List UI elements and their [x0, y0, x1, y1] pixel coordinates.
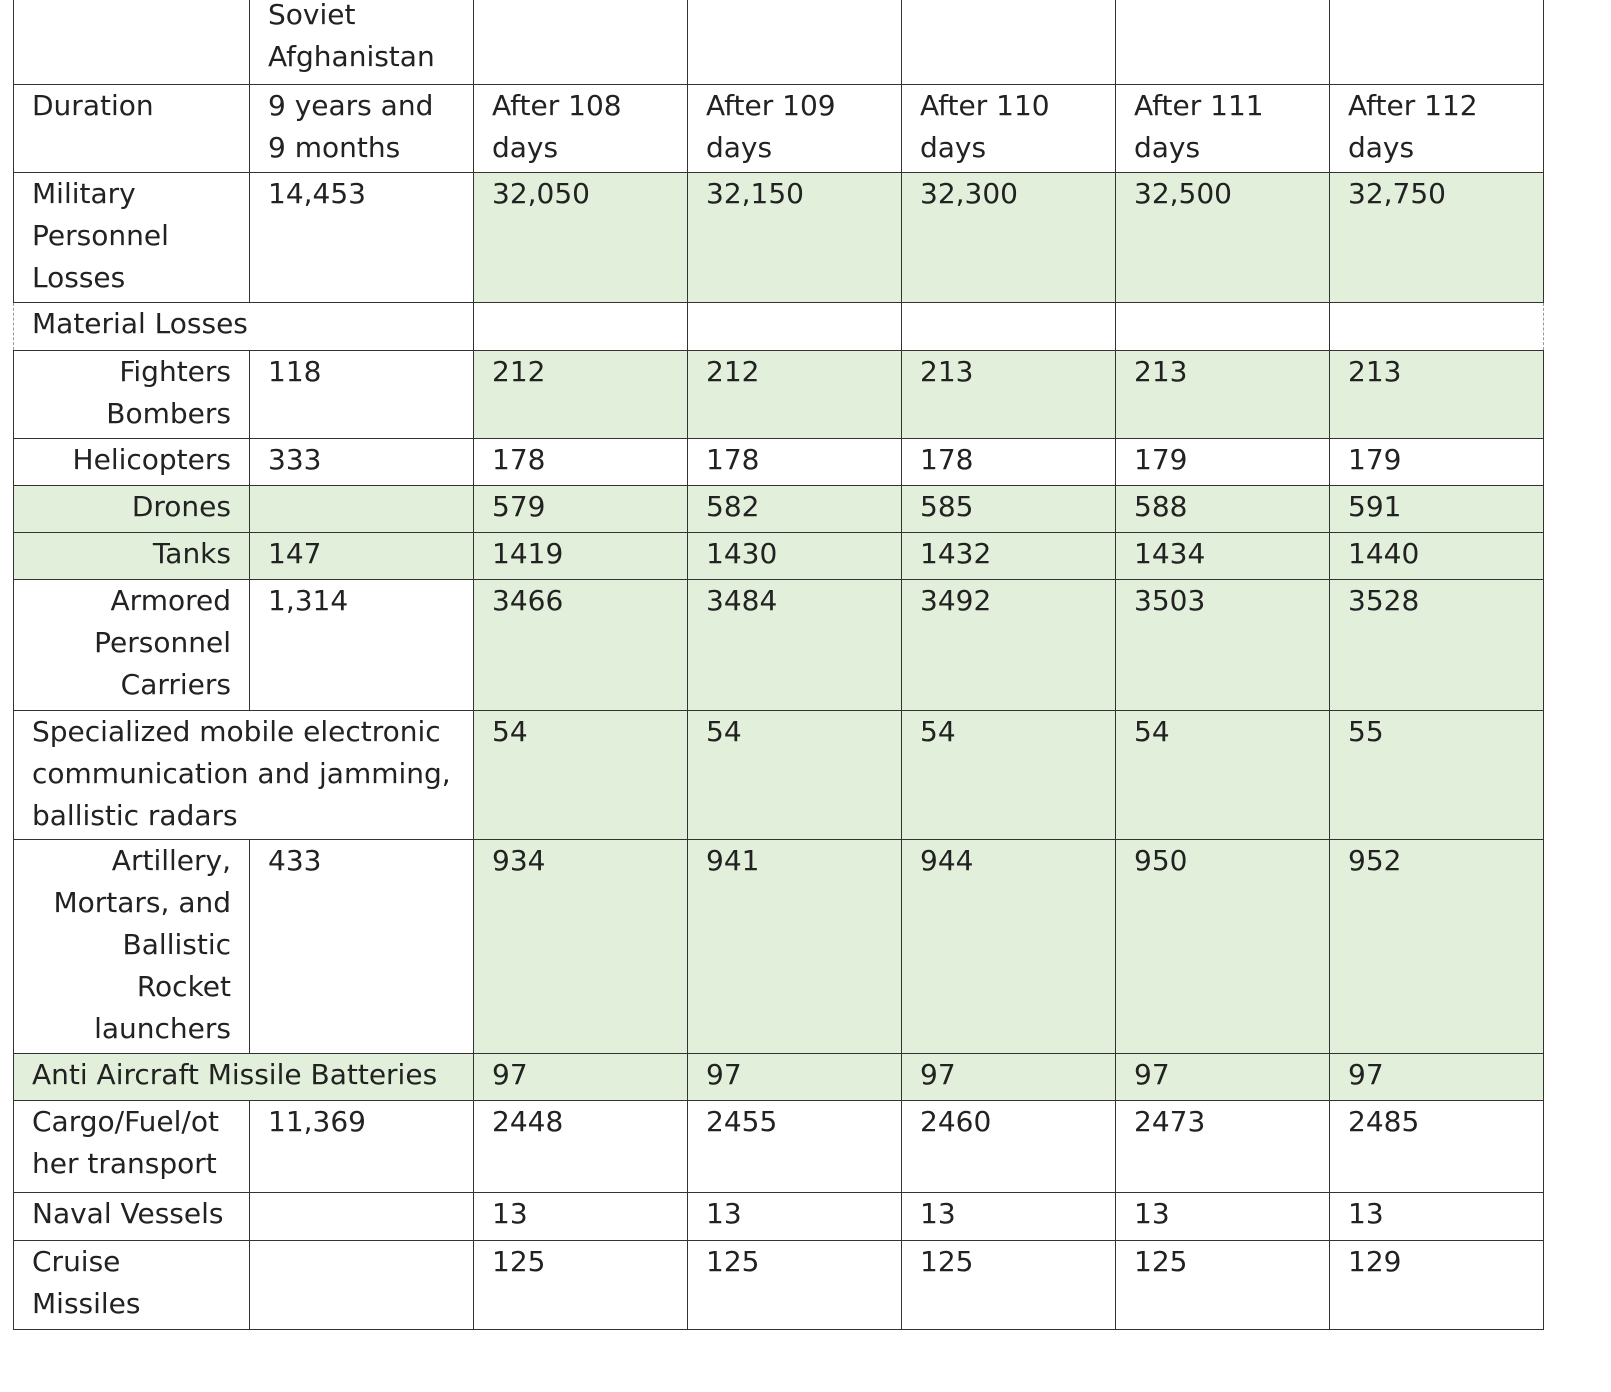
- table-cell: 944: [902, 840, 1116, 1054]
- row-label: Cruise Missiles: [14, 1241, 250, 1330]
- table-row: [14, 1101, 1544, 1193]
- table-cell: 125: [902, 1241, 1116, 1330]
- table-cell: 213: [1330, 351, 1544, 439]
- table-row: [14, 711, 1544, 840]
- row-label: Helicopters: [14, 439, 250, 486]
- table-cell: 591: [1330, 486, 1544, 533]
- table-cell: 54: [1116, 711, 1330, 840]
- table-cell: 1440: [1330, 533, 1544, 580]
- table-cell: 433: [250, 840, 474, 1054]
- table-cell: 97: [902, 1054, 1116, 1101]
- table-cell: 579: [474, 486, 688, 533]
- table-cell: 13: [474, 1193, 688, 1241]
- table-cell: 97: [1330, 1054, 1544, 1101]
- table-row: [14, 173, 1544, 303]
- table-cell: 582: [688, 486, 902, 533]
- table-cell: 129: [1330, 1241, 1544, 1330]
- table-cell: 3503: [1116, 580, 1330, 711]
- table-cell: 32,050: [474, 173, 688, 303]
- table-cell: 125: [474, 1241, 688, 1330]
- table-cell: 97: [688, 1054, 902, 1101]
- table-row: [14, 1054, 1544, 1101]
- table-cell: 3466: [474, 580, 688, 711]
- table-cell: [14, 0, 250, 85]
- row-label: Drones: [14, 486, 250, 533]
- row-label: Cargo/Fuel/other transport: [14, 1101, 250, 1193]
- table-cell: 2455: [688, 1101, 902, 1193]
- table-cell: 13: [902, 1193, 1116, 1241]
- table-cell: 952: [1330, 840, 1544, 1054]
- table-cell: After 109 days: [688, 85, 902, 173]
- table-cell: 32,500: [1116, 173, 1330, 303]
- table-cell: 1419: [474, 533, 688, 580]
- table-cell: 118: [250, 351, 474, 439]
- table-row: [14, 1241, 1544, 1330]
- row-label: Specialized mobile electronic communication and jamming, ballistic radars: [14, 711, 474, 840]
- table-cell: 11,369: [250, 1101, 474, 1193]
- table-cell: 54: [474, 711, 688, 840]
- table-row: [14, 533, 1544, 580]
- table-cell: 950: [1116, 840, 1330, 1054]
- table-cell: 1432: [902, 533, 1116, 580]
- table-cell: 588: [1116, 486, 1330, 533]
- table-cell: [250, 486, 474, 533]
- table-row: [14, 85, 1544, 173]
- table-cell: 178: [474, 439, 688, 486]
- row-label: Naval Vessels: [14, 1193, 250, 1241]
- table-cell: After 110 days: [902, 85, 1116, 173]
- table-cell: 97: [1116, 1054, 1330, 1101]
- losses-table: [13, 0, 1544, 1330]
- table-cell: 333: [250, 439, 474, 486]
- table-cell: 179: [1330, 439, 1544, 486]
- table-cell: 3484: [688, 580, 902, 711]
- table-cell: After 111 days: [1116, 85, 1330, 173]
- table-cell: 32,300: [902, 173, 1116, 303]
- table-row: [14, 351, 1544, 439]
- table-cell: 941: [688, 840, 902, 1054]
- table-cell: 2473: [1116, 1101, 1330, 1193]
- table-cell: 125: [1116, 1241, 1330, 1330]
- table-cell: 2485: [1330, 1101, 1544, 1193]
- table-row: [14, 486, 1544, 533]
- table-cell: 147: [250, 533, 474, 580]
- table-row: [14, 840, 1544, 1054]
- table-cell: After 112 days: [1330, 85, 1544, 173]
- table-cell: 32,750: [1330, 173, 1544, 303]
- table-cell: 14,453: [250, 173, 474, 303]
- table-cell: 97: [474, 1054, 688, 1101]
- table-cell: 32,150: [688, 173, 902, 303]
- table-cell: 178: [902, 439, 1116, 486]
- table-cell: 9 years and 9 months: [250, 85, 474, 173]
- table-cell: 1,314: [250, 580, 474, 711]
- table-cell: 1430: [688, 533, 902, 580]
- table-row: [14, 439, 1544, 486]
- table-cell: 2448: [474, 1101, 688, 1193]
- row-label: Military Personnel Losses: [14, 173, 250, 303]
- table-cell: 3528: [1330, 580, 1544, 711]
- table-row: [14, 1193, 1544, 1241]
- table-cell: 179: [1116, 439, 1330, 486]
- table-cell: 213: [1116, 351, 1330, 439]
- section-label: Material Losses: [14, 303, 474, 351]
- row-label: Anti Aircraft Missile Batteries: [14, 1054, 474, 1101]
- table-cell: [250, 1193, 474, 1241]
- table-cell: 178: [688, 439, 902, 486]
- row-label: Armored Personnel Carriers: [14, 580, 250, 711]
- table-row: [14, 0, 1544, 85]
- table-cell: 212: [688, 351, 902, 439]
- soviet-afghanistan-header: Soviet Afghanistan: [250, 0, 474, 85]
- table-cell: 3492: [902, 580, 1116, 711]
- table-cell: 1434: [1116, 533, 1330, 580]
- table-cell: 585: [902, 486, 1116, 533]
- table-cell: 125: [688, 1241, 902, 1330]
- row-label: Artillery, Mortars, and Ballistic Rocket launchers: [14, 840, 250, 1054]
- table-cell: 54: [688, 711, 902, 840]
- table-cell: 212: [474, 351, 688, 439]
- table-cell: 934: [474, 840, 688, 1054]
- table-cell: 213: [902, 351, 1116, 439]
- table-cell: 13: [688, 1193, 902, 1241]
- table-cell: 55: [1330, 711, 1544, 840]
- row-label: Duration: [14, 85, 250, 173]
- table-cell: 13: [1116, 1193, 1330, 1241]
- row-label: Fighters Bombers: [14, 351, 250, 439]
- table-cell: After 108 days: [474, 85, 688, 173]
- row-label: Tanks: [14, 533, 250, 580]
- table-cell: [250, 1241, 474, 1330]
- table-cell: 13: [1330, 1193, 1544, 1241]
- table-row: [14, 303, 1544, 351]
- table-cell: 2460: [902, 1101, 1116, 1193]
- table-cell: 54: [902, 711, 1116, 840]
- table-row: [14, 580, 1544, 711]
